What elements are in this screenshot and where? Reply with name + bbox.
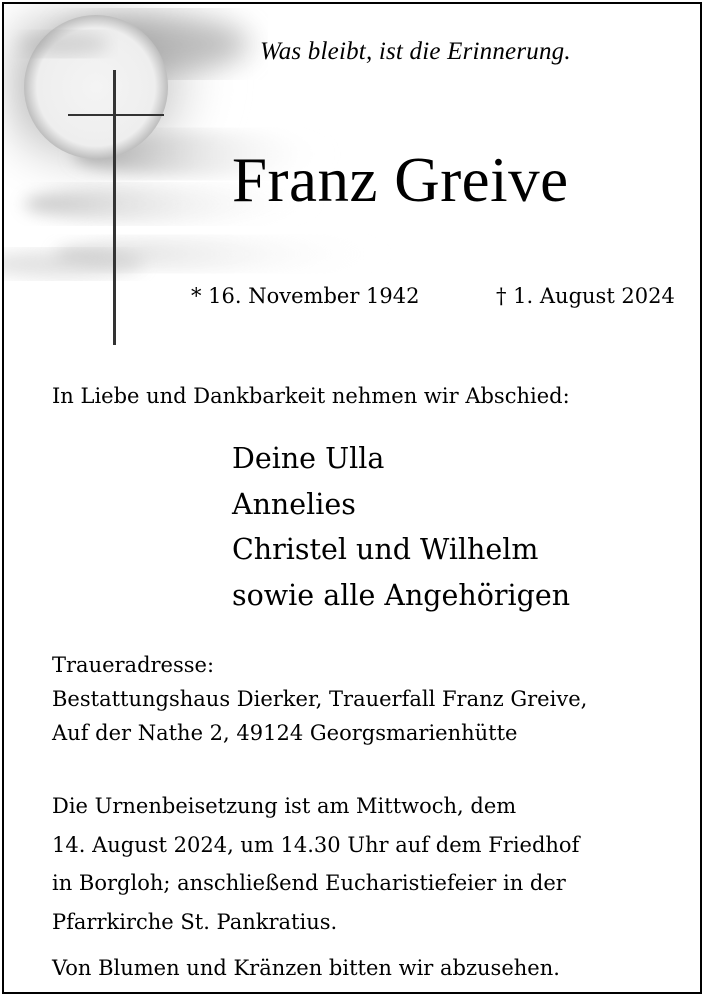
obituary-notice [2,2,702,994]
ceremony-line: Die Urnenbeisetzung ist am Mittwoch, dem [52,794,517,818]
ceremony-line: in Borgloh; anschließend Eucharistiefeier in der [52,871,566,895]
cross-icon-horizontal [68,114,164,116]
ceremony-line: Pfarrkirche St. Pankratius. [52,909,338,934]
closing-request: Von Blumen und Kränzen bitten wir abzusehen. [52,956,560,980]
ceremony-line: 14. August 2024, um 14.30 Uhr auf dem Friedhof [52,832,580,857]
cross-icon-vertical [113,70,116,345]
address-line: Bestattungshaus Dierker, Trauerfall Franz Greive, [52,687,588,711]
deceased-name: Franz Greive [232,145,569,215]
address-line: Auf der Nathe 2, 49124 Georgsmarienhütte [52,721,518,745]
farewell-line: In Liebe und Dankbarkeit nehmen wir Abschied: [52,384,570,408]
mourners-list [232,436,570,618]
mourner-item: Annelies [232,487,356,521]
ceremony-details [52,787,579,941]
mourner-item: sowie alle Angehörigen [232,578,571,612]
birth-date: * 16. November 1942 [191,284,420,308]
mourner-item: Christel und Wilhelm [232,533,539,566]
motto: Was bleibt, ist die Erinnerung. [260,38,571,65]
mourning-address [52,648,587,750]
address-label: Traueradresse: [52,653,215,677]
mourner-item: Deine Ulla [232,442,385,475]
death-date: † 1. August 2024 [496,284,675,308]
